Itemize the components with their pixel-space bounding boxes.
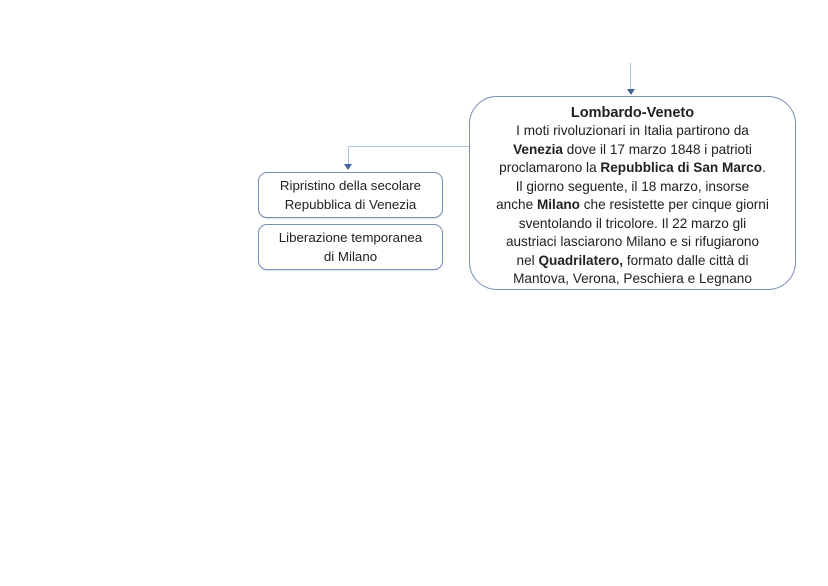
- outcome-venezia-line1: Ripristino della secolare: [279, 178, 422, 193]
- outcome-venezia-line2: Repubblica di Venezia: [284, 197, 417, 212]
- outcome-box-milano: [258, 224, 443, 270]
- elbow-connector-horizontal-line: [348, 146, 469, 147]
- top-connector-line: [630, 63, 631, 90]
- top-connector-arrowhead-icon: [627, 89, 635, 95]
- elbow-connector-arrowhead-icon: [344, 164, 352, 170]
- outcome-milano-line1: Liberazione temporanea: [278, 230, 423, 245]
- lombardo-veneto-card: [469, 96, 796, 290]
- outcome-milano-line2: di Milano: [323, 249, 378, 264]
- outcome-box-venezia: [258, 172, 443, 218]
- elbow-connector-vertical-line: [348, 146, 349, 165]
- card-body-text: I moti rivoluzionari in Italia partirono da Venezia dove il 17 marzo 1848 i patrioti proclamarono la Repubblica di San Marco. Il giorno seguente, il 18 marzo, insorse anche Milano che resistette per cinque giorni sventolando il tricolore. Il 22 marzo gli austriaci lasciarono Milano e si rifugiarono nel Quadrilatero, formato dalle città di Mantova, Verona, Peschiera e Legnano: [496, 123, 769, 286]
- card-title: Lombardo-Veneto: [570, 105, 695, 121]
